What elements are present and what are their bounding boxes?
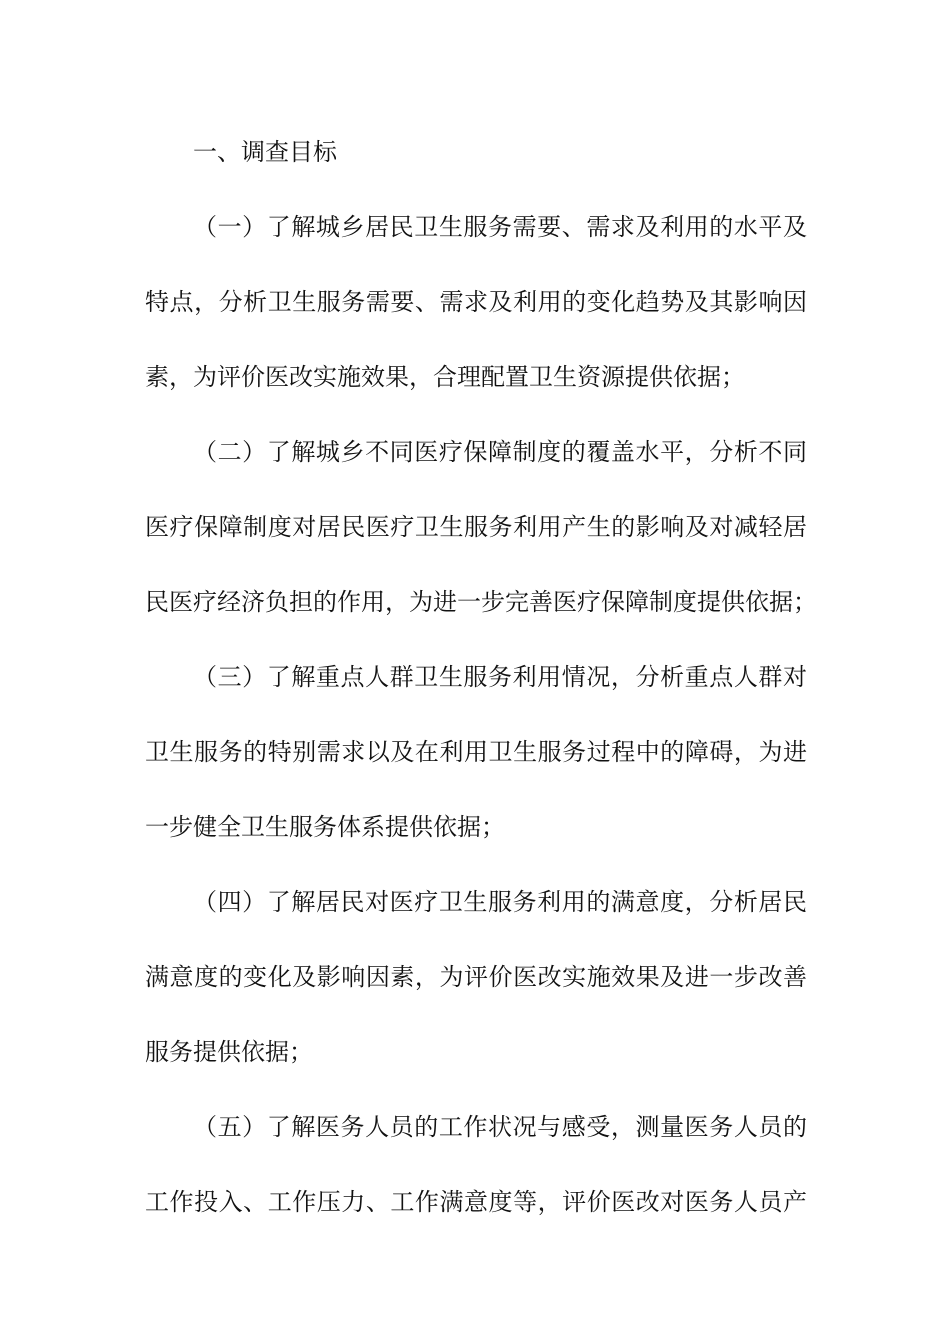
paragraph-2-line-3: 民医疗经济负担的作用，为进一步完善医疗保障制度提供依据；	[145, 588, 817, 616]
paragraph-2-line-1: （二）了解城乡不同医疗保障制度的覆盖水平，分析不同	[193, 438, 807, 466]
paragraph-3-line-1: （三）了解重点人群卫生服务利用情况，分析重点人群对	[193, 663, 807, 691]
paragraph-4-line-3: 服务提供依据；	[145, 1038, 313, 1066]
paragraph-1-line-1: （一）了解城乡居民卫生服务需要、需求及利用的水平及	[193, 213, 807, 241]
paragraph-4-line-1: （四）了解居民对医疗卫生服务利用的满意度，分析居民	[193, 888, 807, 916]
paragraph-3-line-3: 一步健全卫生服务体系提供依据；	[145, 813, 505, 841]
paragraph-3-line-2: 卫生服务的特别需求以及在利用卫生服务过程中的障碍，为进	[145, 738, 807, 766]
paragraph-5-line-2: 工作投入、工作压力、工作满意度等，评价医改对医务人员产	[145, 1188, 807, 1216]
paragraph-5-line-1: （五）了解医务人员的工作状况与感受，测量医务人员的	[193, 1113, 807, 1141]
section-heading: 一、调查目标	[193, 138, 337, 166]
paragraph-1-line-2: 特点，分析卫生服务需要、需求及利用的变化趋势及其影响因	[145, 288, 807, 316]
paragraph-4-line-2: 满意度的变化及影响因素，为评价医改实施效果及进一步改善	[145, 963, 807, 991]
paragraph-2-line-2: 医疗保障制度对居民医疗卫生服务利用产生的影响及对减轻居	[145, 513, 807, 541]
paragraph-1-line-3: 素，为评价医改实施效果，合理配置卫生资源提供依据；	[145, 363, 745, 391]
